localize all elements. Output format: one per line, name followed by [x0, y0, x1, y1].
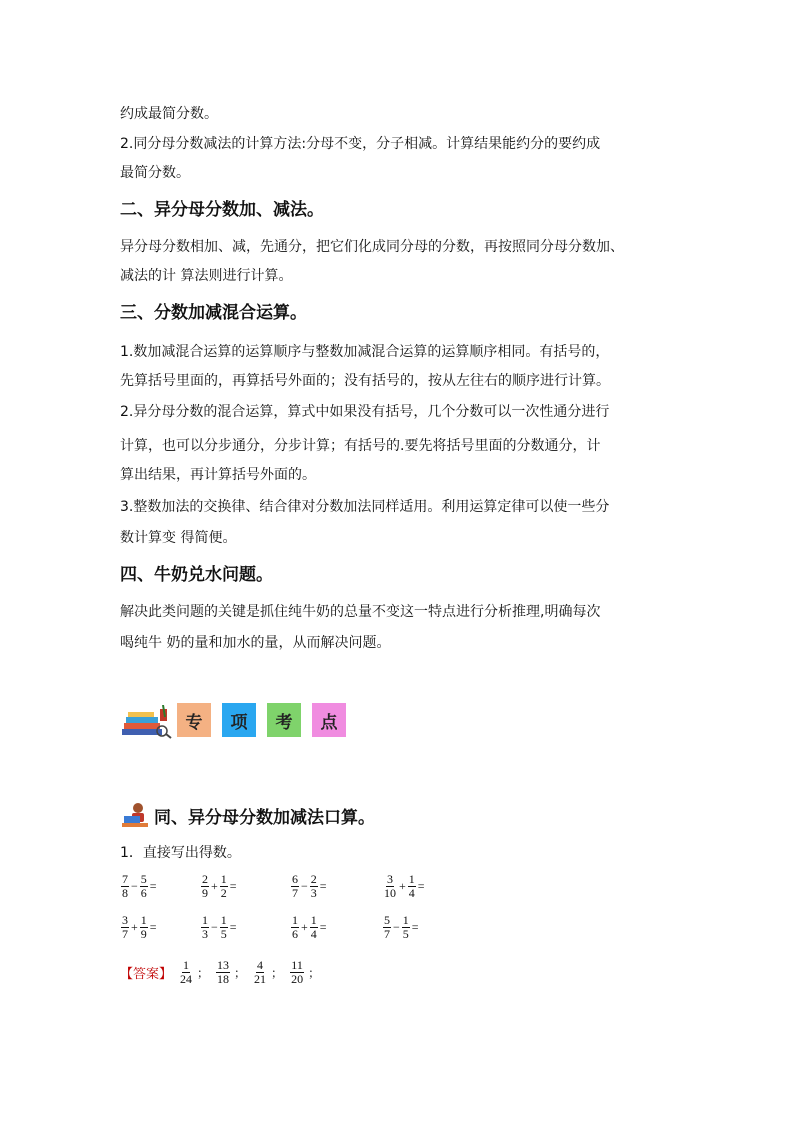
equation: $\frac{3}{10}$ + $\frac{1}{4}$ = — [384, 871, 425, 900]
answer-fraction: $\frac{11}{20}$ — [291, 957, 304, 986]
answer-label: 【答案】 — [120, 966, 173, 982]
books-icon — [120, 705, 172, 739]
section2-line-1: 异分母分数相加、减，先通分，把它们化成同分母的分数，再按照同分母分数加、 — [120, 239, 624, 255]
paragraph-rule-2-cont: 最简分数。 — [120, 165, 190, 181]
equation: $\frac{5}{7}$ − $\frac{1}{5}$ = — [384, 912, 419, 941]
answer-line: 【答案】 $\frac{1}{24}$ ； $\frac{13}{18}$ ； $\frac{4}{21}$ ； $\frac{11}{20}$ ； — [120, 957, 321, 986]
section4-line-1: 解决此类问题的关键是抓住纯牛奶的总量不变这一特点进行分析推理,明确每次 — [120, 604, 601, 620]
equation: $\frac{6}{7}$ − $\frac{2}{3}$ = — [292, 871, 327, 900]
paragraph-rule-2: 2.同分母分数减法的计算方法:分母不变，分子相减。计算结果能约分的要约成 — [120, 136, 601, 152]
section2-line-2: 减法的计 算法则进行计算。 — [120, 268, 293, 284]
section3-line-3: 2.异分母分数的混合运算，算式中如果没有括号，几个分数可以一次性通分进行 — [120, 404, 610, 420]
section3-line-5: 算出结果，再计算括号外面的。 — [120, 467, 316, 483]
equation-row-2 — [120, 907, 680, 947]
heading-mixed-operations: 三、分数加减混合运算。 — [120, 303, 307, 323]
heading-unlike-denominators: 二、异分母分数加、减法。 — [120, 200, 324, 220]
section3-line-6: 3.整数加法的交换律、结合律对分数加法同样适用。利用运算定律可以使一些分 — [120, 499, 610, 515]
equation: $\frac{2}{9}$ + $\frac{1}{2}$ = — [202, 871, 237, 900]
answer-fraction: $\frac{4}{21}$ — [254, 957, 267, 986]
question-prompt: 1．直接写出得数。 — [120, 845, 241, 861]
banner-tile-3: 考 — [267, 703, 301, 737]
section3-line-1: 1.数加减混合运算的运算顺序与整数加减混合运算的运算顺序相同。有括号的， — [120, 344, 610, 360]
answer-fraction: $\frac{13}{18}$ — [217, 957, 230, 986]
heading-milk-water: 四、牛奶兑水问题。 — [120, 565, 273, 585]
section3-line-7: 数计算变 得简便。 — [120, 530, 237, 546]
section4-line-2: 喝纯牛 奶的量和加水的量，从而解决问题。 — [120, 635, 391, 651]
paragraph-continued: 约成最简分数。 — [120, 106, 218, 122]
topic-title-text: 同、异分母分数加减法口算。 — [154, 807, 375, 828]
banner-tile-4: 点 — [312, 703, 346, 737]
special-topic-banner — [120, 703, 360, 739]
banner-tile-2: 项 — [222, 703, 256, 737]
topic-title — [120, 802, 375, 828]
equation: $\frac{7}{8}$ − $\frac{5}{6}$ = — [122, 871, 157, 900]
equation-row-1 — [120, 866, 680, 906]
answer-fraction: $\frac{1}{24}$ — [180, 957, 193, 986]
equation: $\frac{1}{6}$ + $\frac{1}{4}$ = — [292, 912, 327, 941]
reading-student-icon — [120, 802, 152, 828]
banner-tile-1: 专 — [177, 703, 211, 737]
section3-line-4: 计算，也可以分步通分，分步计算；有括号的.要先将括号里面的分数通分，计 — [120, 438, 601, 454]
section3-line-2: 先算括号里面的，再算括号外面的；没有括号的，按从左往右的顺序进行计算。 — [120, 373, 610, 389]
equation: $\frac{3}{7}$ + $\frac{1}{9}$ = — [122, 912, 157, 941]
equation: $\frac{1}{3}$ − $\frac{1}{5}$ = — [202, 912, 237, 941]
